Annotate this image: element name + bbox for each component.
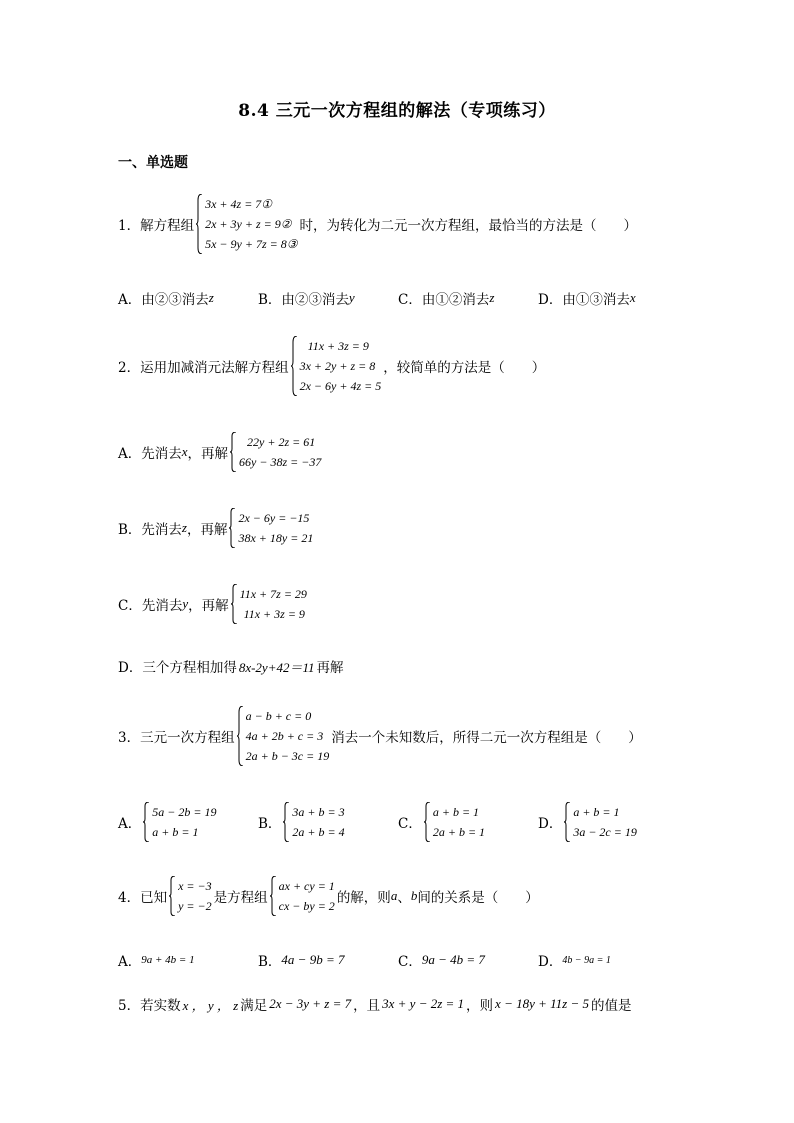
option-expr: 9a + 4b = 1: [141, 954, 195, 966]
option-text: ，再解: [186, 522, 228, 538]
option-label: D．: [538, 292, 563, 308]
option-label: A．: [118, 446, 142, 462]
equation: 2x − 6y = −15: [238, 511, 310, 525]
option-c[interactable]: [398, 802, 538, 842]
option-text: 由②③消去: [141, 292, 209, 308]
option-d[interactable]: [538, 950, 611, 970]
option-var: z: [208, 290, 214, 305]
equation-system: [291, 336, 382, 396]
question-text: 运用加减消元法解方程组: [140, 360, 289, 376]
option-label: C．: [118, 598, 142, 614]
question-number: 5．: [118, 998, 141, 1014]
equation: 66y − 38z = −37: [239, 455, 322, 469]
equation-system: [143, 802, 216, 842]
equation: a − b + c = 0: [245, 709, 312, 723]
option-d[interactable]: [538, 802, 639, 842]
option-text: 三个方程相加得: [142, 660, 237, 676]
option-var: z: [181, 520, 187, 535]
question-text: 是方程组: [213, 890, 268, 906]
equation: 2x + 3y + z = 9②: [205, 217, 292, 231]
equation: 3x + 2y + z = 8: [299, 359, 376, 373]
equation: 2x − 6y + 4z = 5: [299, 379, 382, 393]
equation-system: [564, 802, 637, 842]
option-text: 由①②消去: [421, 292, 490, 308]
equation-system: [283, 802, 344, 842]
option-c[interactable]: [398, 288, 538, 308]
brace-icon: [196, 194, 202, 254]
option-label: B．: [118, 522, 142, 538]
question-text: 若实数: [140, 998, 181, 1014]
equation-system: [237, 706, 330, 766]
question-text: ，则: [466, 998, 494, 1014]
question-number: 1．: [118, 218, 141, 234]
option-d[interactable]: [538, 288, 636, 308]
equation: 11x + 7z = 29: [239, 587, 307, 601]
option-var: x: [181, 444, 188, 459]
question-text: 满足: [240, 998, 268, 1014]
equation: 5x − 9y + 7z = 8③: [205, 237, 298, 251]
option-expr: 4a − 9b = 7: [281, 952, 345, 967]
brace-icon: [231, 584, 237, 624]
equation: 2a + b − 3c = 19: [245, 749, 330, 763]
options-q3: [118, 802, 639, 842]
equation: cx − by = 2: [278, 899, 335, 913]
brace-icon: [169, 876, 175, 916]
option-label: A．: [118, 954, 142, 970]
question-text: 消去一个未知数后，所得二元一次方程组是（ ）: [331, 730, 642, 746]
equation: 38x + 18y = 21: [238, 531, 314, 545]
question-text: 三元一次方程组: [140, 730, 235, 746]
question-text: 的值是: [591, 998, 632, 1014]
option-b[interactable]: [118, 508, 315, 548]
brace-icon: [424, 802, 430, 842]
separator: 、: [397, 890, 411, 906]
option-label: D．: [538, 954, 563, 970]
question-2: [118, 336, 545, 396]
option-label: A．: [118, 816, 142, 832]
question-3: [118, 706, 642, 766]
brace-icon: [143, 802, 149, 842]
option-a[interactable]: [118, 432, 323, 472]
equation: a + b = 1: [152, 825, 199, 839]
equation: a + b = 1: [573, 805, 620, 819]
equation: 3x + 4z = 7①: [205, 197, 273, 211]
option-c[interactable]: [118, 584, 309, 624]
equation: 2a + b = 4: [292, 825, 345, 839]
option-c[interactable]: [398, 950, 538, 970]
question-number: 4．: [118, 890, 141, 906]
option-var: y: [182, 596, 189, 611]
equation: a + b = 1: [432, 805, 480, 819]
option-text: ，再解: [187, 446, 229, 462]
page-title: 8.4 三元一次方程组的解法（专项练习）: [238, 101, 556, 121]
brace-icon: [291, 336, 297, 396]
equation: 4a + 2b + c = 3: [245, 729, 324, 743]
option-text: 再解: [316, 660, 344, 676]
option-var: z: [489, 290, 495, 305]
option-label: B．: [258, 292, 282, 308]
equation: 22y + 2z = 61: [247, 435, 316, 449]
equation: 11x + 3z = 9: [243, 607, 305, 621]
expression: 3x + y − 2z = 1: [382, 996, 465, 1011]
question-text: ，较简单的方法是（ ）: [383, 360, 546, 376]
option-a[interactable]: [118, 802, 258, 842]
expression: 2x − 3y + z = 7: [269, 996, 352, 1011]
option-a[interactable]: [118, 950, 258, 970]
question-4: [118, 876, 539, 916]
options-q1: [118, 288, 636, 308]
equation: 11x + 3z = 9: [307, 339, 369, 353]
equation-system: [196, 194, 297, 254]
expression: x − 18y + 11z − 5: [495, 996, 589, 1011]
option-var: x: [629, 290, 636, 305]
option-text: 先消去: [141, 446, 182, 462]
option-label: A．: [118, 292, 142, 308]
option-label: D．: [118, 660, 143, 676]
question-text: ，且: [353, 998, 381, 1014]
equation-system: [270, 876, 335, 916]
question-number: 3．: [118, 730, 141, 746]
option-text: ，再解: [188, 598, 229, 614]
var-a: a: [390, 888, 398, 903]
equation: y = −2: [178, 899, 212, 913]
brace-icon: [270, 876, 276, 916]
option-b[interactable]: [258, 288, 398, 308]
question-text: 解方程组: [140, 218, 195, 234]
option-label: C．: [398, 954, 422, 970]
solution-system: [169, 876, 212, 916]
option-text: 由②③消去: [281, 292, 349, 308]
option-label: B．: [258, 954, 282, 970]
option-text: 先消去: [141, 522, 182, 538]
brace-icon: [283, 802, 289, 842]
equation-system: [231, 584, 307, 624]
equation-system: [424, 802, 485, 842]
option-text: 由①③消去: [562, 292, 630, 308]
option-label: D．: [538, 816, 563, 832]
equation: 2a + b = 1: [432, 825, 486, 839]
option-label: C．: [398, 292, 422, 308]
section-title: 一、单选题: [118, 155, 188, 171]
question-text: 间的关系是（ ）: [417, 890, 539, 906]
brace-icon: [229, 508, 235, 548]
vars: x ， y ， z: [182, 997, 239, 1013]
option-expr: 4b − 9a = 1: [562, 954, 611, 966]
option-d[interactable]: [118, 656, 344, 676]
question-text: 时，为转化为二元一次方程组，最恰当的方法是（ ）: [299, 218, 637, 234]
option-text: 先消去: [141, 598, 183, 614]
option-label: B．: [258, 816, 282, 832]
option-b[interactable]: [258, 950, 398, 970]
brace-icon: [564, 802, 570, 842]
question-text: 已知: [140, 890, 168, 906]
equation: 3a − 2c = 19: [573, 825, 637, 839]
brace-icon: [230, 432, 236, 472]
question-number: 2．: [118, 360, 141, 376]
options-q4: [118, 950, 611, 970]
question-1: [118, 194, 637, 254]
option-label: C．: [398, 816, 422, 832]
option-b[interactable]: [258, 802, 398, 842]
option-expr: 8x-2y+42＝11: [238, 659, 315, 675]
var-b: b: [410, 888, 418, 903]
question-text: 的解，则: [336, 890, 391, 906]
equation: 3a + b = 3: [292, 805, 345, 819]
equation-system: [229, 508, 313, 548]
equation: ax + cy = 1: [278, 879, 335, 893]
option-a[interactable]: [118, 288, 258, 308]
brace-icon: [237, 706, 243, 766]
option-expr: 9a − 4b = 7: [421, 952, 485, 967]
equation-system: [230, 432, 321, 472]
option-var: y: [348, 290, 355, 305]
equation: x = −3: [178, 879, 212, 893]
question-5: [118, 994, 632, 1014]
equation: 5a − 2b = 19: [152, 805, 217, 819]
